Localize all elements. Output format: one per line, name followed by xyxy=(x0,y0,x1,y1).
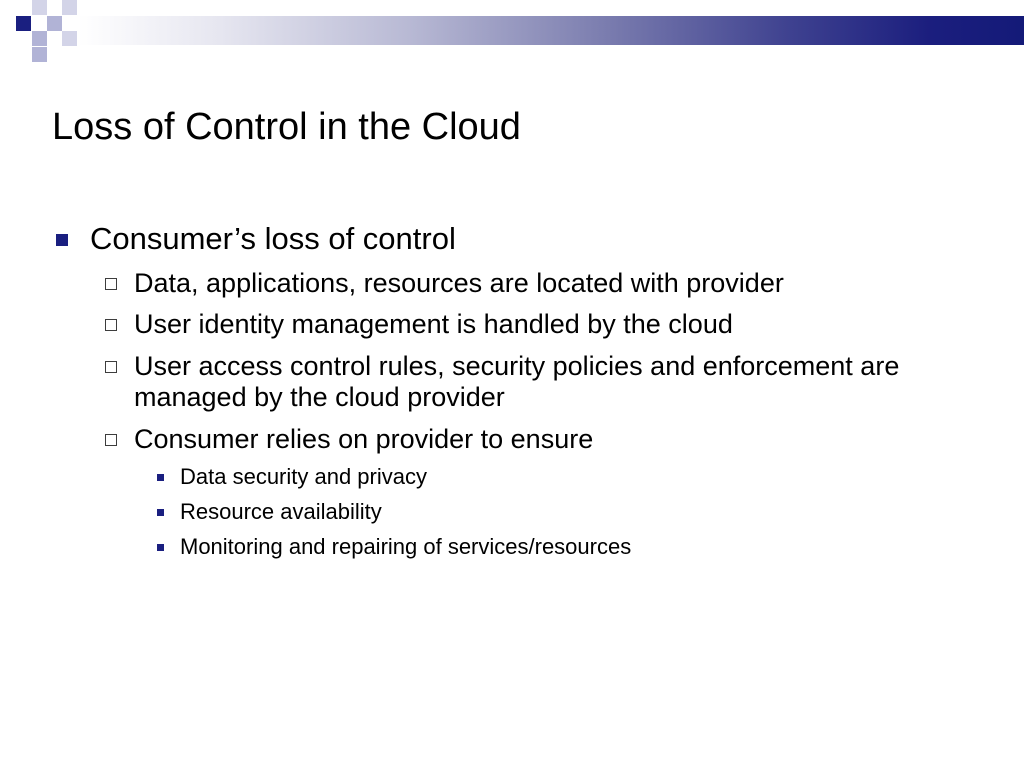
hollow-square-bullet-icon xyxy=(105,361,117,373)
header-gradient-band xyxy=(78,16,1024,45)
slide-title: Loss of Control in the Cloud xyxy=(52,106,521,148)
header-square-logo xyxy=(16,16,31,31)
bullet-text: Consumer relies on provider to ensure xyxy=(134,424,594,454)
filled-square-bullet-icon xyxy=(56,234,68,246)
bullet-text: Consumer’s loss of control xyxy=(90,221,456,256)
bullet-text: Resource availability xyxy=(180,499,382,524)
header-square-logo xyxy=(32,0,47,15)
small-square-bullet-icon xyxy=(157,509,164,516)
small-square-bullet-icon xyxy=(157,544,164,551)
hollow-square-bullet-icon xyxy=(105,278,117,290)
header-square-logo xyxy=(62,31,77,46)
hollow-square-bullet-icon xyxy=(105,434,117,446)
small-square-bullet-icon xyxy=(157,474,164,481)
bullet-text: User identity management is handled by the cloud xyxy=(134,309,733,339)
bullet-text: Data security and privacy xyxy=(180,464,427,489)
hollow-square-bullet-icon xyxy=(105,319,117,331)
header-square-logo xyxy=(47,16,62,31)
header-square-logo xyxy=(62,0,77,15)
bullet-text: Data, applications, resources are located with provider xyxy=(134,268,784,298)
bullet-text: Monitoring and repairing of services/resources xyxy=(180,534,632,559)
bullet-text: User access control rules, security policies and enforcement are managed by the cloud provider xyxy=(134,351,900,412)
header-square-logo xyxy=(32,47,47,62)
header-square-logo xyxy=(32,31,47,46)
